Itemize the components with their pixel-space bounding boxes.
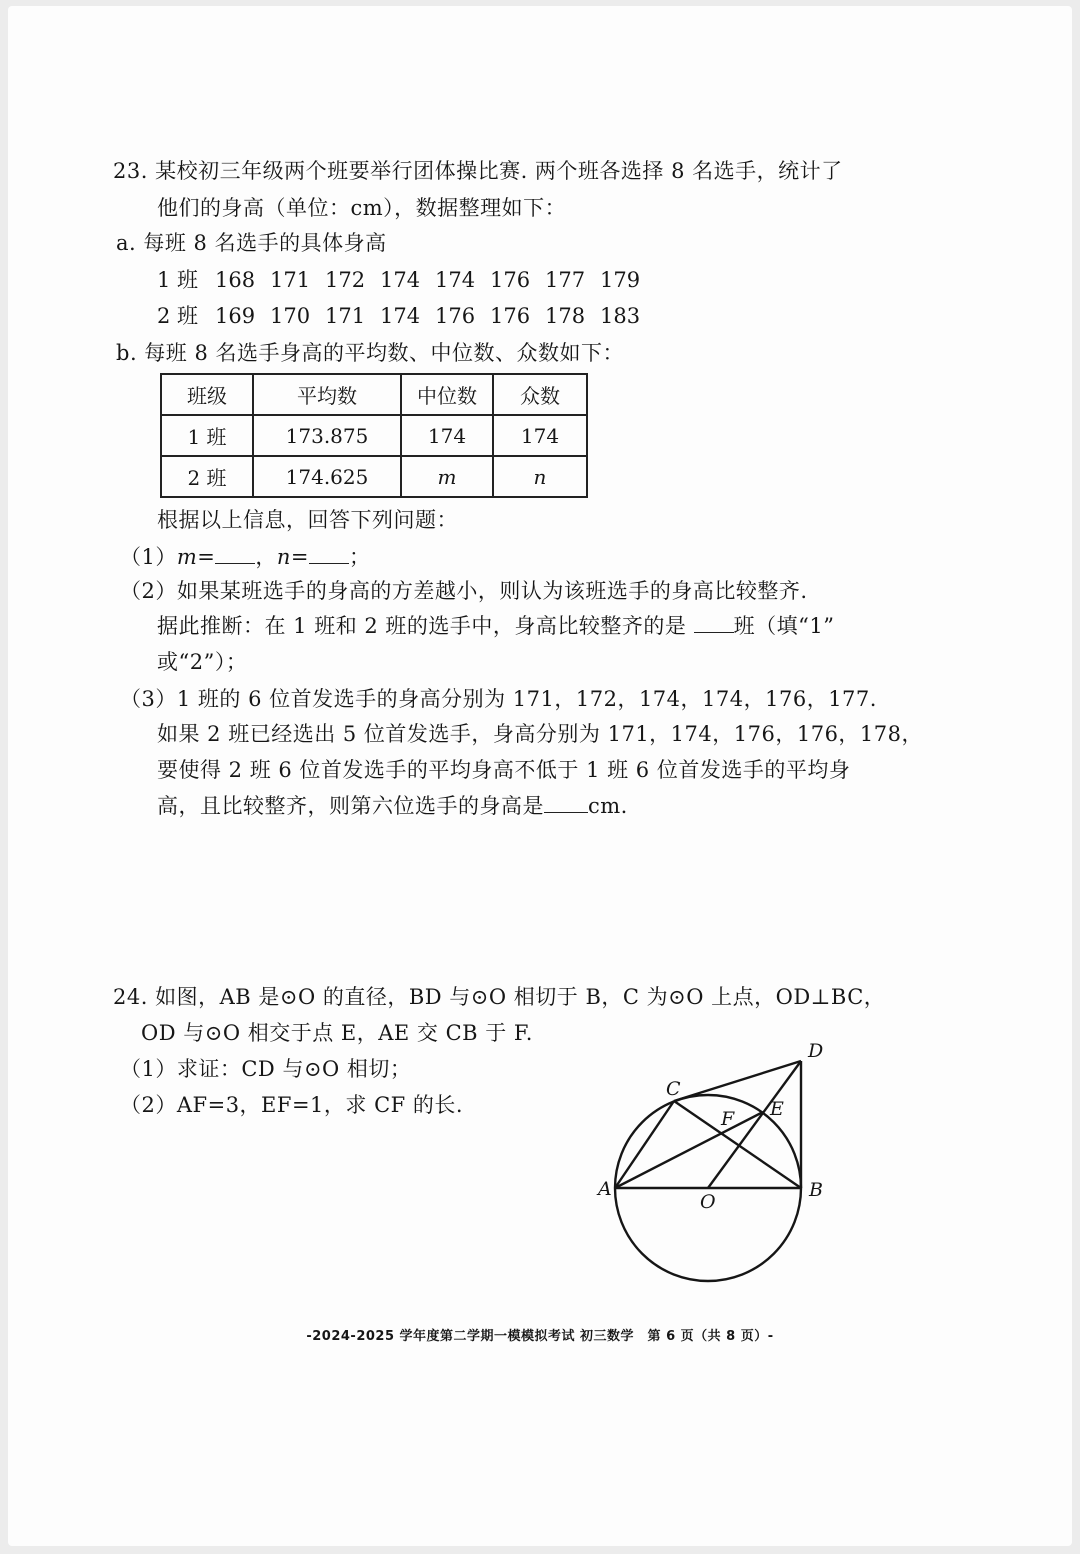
table-cell: m [401,456,493,497]
q24-sub-1: （1）求证：CD 与⊙O 相切； [120,1057,412,1081]
answer-blank-height[interactable] [544,812,588,813]
header-cell: 中位数 [401,374,493,415]
height-value: 171 [270,268,311,292]
table-cell: 174 [493,415,587,456]
q23-sub-2-line-1: （2）如果某班选手的身高的方差越小，则认为该班选手的身高比较整齐. [120,579,808,603]
header-cell: 众数 [493,374,587,415]
table-cell: 173.875 [253,415,401,456]
q23-sub-3-line-1: （3）1 班的 6 位首发选手的身高分别为 171，172，174，174，176，177. [120,687,877,711]
label-o: O [700,1191,716,1213]
height-value: 177 [545,268,586,292]
table-cell: 1 班 [161,415,253,456]
height-value: 178 [545,304,586,328]
height-value: 171 [325,304,366,328]
height-value: 179 [600,268,641,292]
n-label: n= [276,545,310,569]
q24-line-2: OD 与⊙O 相交于点 E，AE 交 CB 于 F. [141,1021,533,1045]
answer-blank-n[interactable] [309,563,349,564]
text: cm. [588,794,628,818]
q23-part-b: b. 每班 8 名选手身高的平均数、中位数、众数如下： [116,341,625,365]
statistics-table [160,373,588,498]
q23-sub-2-line-2 [157,611,834,641]
label-c: C [666,1078,681,1100]
chord-ac [615,1101,674,1188]
text: 据此推断：在 1 班和 2 班的选手中，身高比较整齐的是 [157,614,687,638]
table-cell: 174.625 [253,456,401,497]
label-d: D [808,1040,824,1062]
height-value: 169 [215,304,256,328]
q23-prompt: 根据以上信息，回答下列问题： [157,508,458,532]
height-value: 174 [380,268,421,292]
table-row [161,415,587,456]
label-f: F [721,1108,735,1130]
m-label: m= [176,545,216,569]
q23-sub-1 [120,542,371,572]
table-row [161,456,587,497]
height-value: 176 [490,304,531,328]
segment-cd [674,1061,801,1101]
table-cell: n [493,456,587,497]
class1-label: 1 班 [157,268,199,292]
height-value: 174 [435,268,476,292]
height-value: 170 [270,304,311,328]
page-footer: -2024-2025 学年度第二学期一模模拟考试 初三数学 第 6 页（共 8 页）- [306,1329,774,1344]
table-header-row [161,374,587,415]
q24-line-1: 24. 如图，AB 是⊙O 的直径，BD 与⊙O 相切于 B，C 为⊙O 上点，OD⊥BC， [113,985,886,1009]
q23-sub-3-line-2: 如果 2 班已经选出 5 位首发选手，身高分别为 171，174，176，176，178， [157,722,924,746]
answer-blank-m[interactable] [215,563,255,564]
table-cell: 2 班 [161,456,253,497]
class2-heights-row [157,301,655,331]
sub-number: （1） [120,545,177,569]
q23-sub-3-line-4 [157,791,628,821]
q23-sub-2-line-3: 或“2”）； [157,650,248,674]
separator: ； [349,545,371,569]
class1-heights-row [157,265,655,295]
q23-line-2: 他们的身高（单位：cm），数据整理如下： [157,196,567,220]
class2-label: 2 班 [157,304,199,328]
header-cell: 平均数 [253,374,401,415]
header-cell: 班级 [161,374,253,415]
answer-blank-class[interactable] [694,632,734,633]
height-value: 176 [490,268,531,292]
q23-part-a: a. 每班 8 名选手的具体身高 [116,231,387,255]
label-e: E [770,1098,784,1120]
height-value: 176 [435,304,476,328]
q24-sub-2: （2）AF=3，EF=1，求 CF 的长. [120,1093,464,1117]
label-a: A [598,1178,612,1200]
q23-line-1: 23. 某校初三年级两个班要举行团体操比赛. 两个班各选择 8 名选手，统计了 [113,159,843,183]
label-b: B [809,1179,823,1201]
height-value: 172 [325,268,366,292]
height-value: 183 [600,304,641,328]
geometry-figure [590,1035,840,1285]
separator: ， [255,545,277,569]
table-cell: 174 [401,415,493,456]
text: 班（填“1” [733,614,835,638]
text: 高，且比较整齐，则第六位选手的身高是 [157,794,544,818]
height-value: 168 [215,268,256,292]
segment-ae [615,1112,763,1188]
height-value: 174 [380,304,421,328]
q23-sub-3-line-3: 要使得 2 班 6 位首发选手的平均身高不低于 1 班 6 位首发选手的平均身 [157,758,851,782]
